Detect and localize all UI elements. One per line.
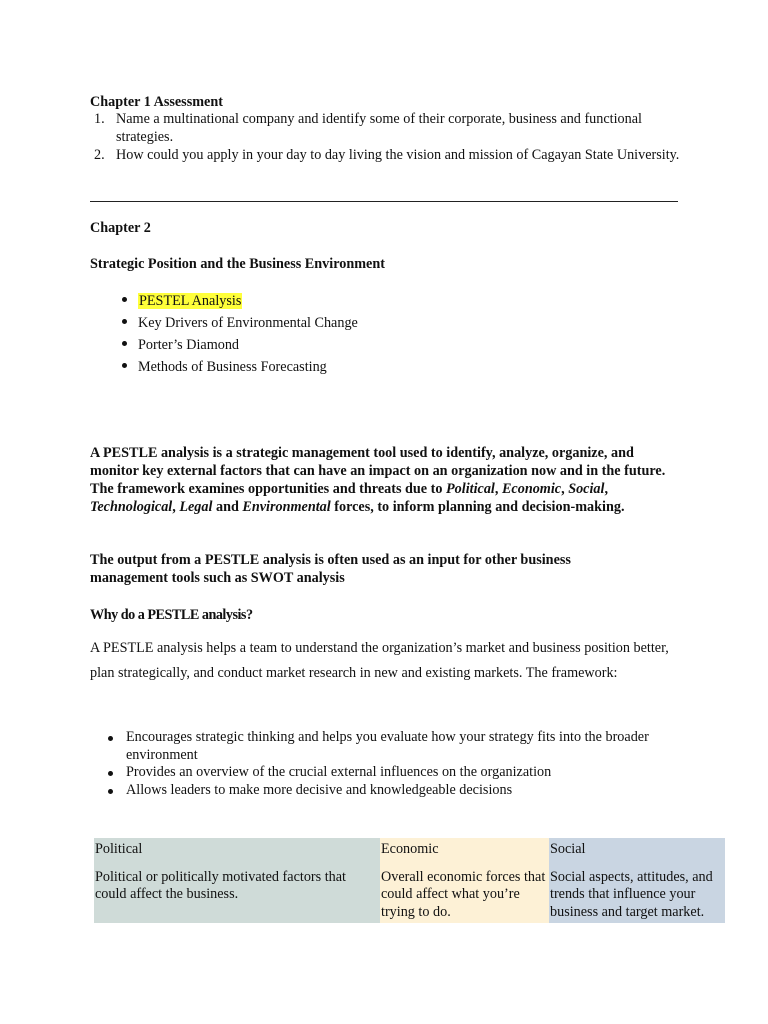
bullet-icon [122, 341, 127, 346]
factor-technological: Technological [90, 499, 173, 515]
why-heading: Why do a PESTLE analysis? [90, 607, 253, 623]
definition-end: forces, to inform planning and decision-making. [330, 499, 625, 515]
cell-title: Social [550, 841, 586, 857]
bullet-icon [122, 297, 127, 302]
pestle-table [94, 838, 725, 923]
factor-political: Political [446, 481, 495, 497]
list-item [120, 290, 520, 312]
why-paragraph: A PESTLE analysis helps a team to understand the organization’s market and business position better, plan strategically, and conduct market research in new and existing markets. The framework: [90, 640, 669, 681]
list-item [120, 356, 520, 378]
bullet-icon [122, 319, 127, 324]
pestle-definition [90, 444, 682, 516]
definition-text: A PESTLE analysis is a strategic management tool used to identify, analyze, organize, and monitor key external factors that can have an impact on an organization now and in the future. The framework examines opportunities and threats due to [90, 445, 666, 497]
bullet-icon [108, 771, 113, 776]
factor-social: Social [568, 481, 605, 497]
bullet-text: Allows leaders to make more decisive and knowledgeable decisions [126, 781, 513, 798]
list-item [106, 782, 666, 800]
why-bullets [106, 729, 666, 799]
chapter1-title: Chapter 1 Assessment [90, 94, 223, 110]
cell-description: Social aspects, attitudes, and trends that influence your business and target market. [550, 868, 713, 920]
table-cell-economic [380, 838, 549, 923]
factor-economic: Economic [501, 481, 562, 497]
pestle-output-note: The output from a PESTLE analysis is often used as an input for other business management tools such as SWOT analysis [90, 552, 571, 586]
bullet-text: Encourages strategic thinking and helps you evaluate how your strategy fits into the broader environment [126, 729, 649, 763]
conjunction: and [212, 499, 243, 515]
chapter2-subtitle: Strategic Position and the Business Environment [90, 256, 385, 272]
horizontal-divider [90, 201, 678, 202]
list-item [90, 146, 690, 164]
topic-text: Key Drivers of Environmental Change [138, 315, 358, 331]
separator: , [172, 499, 180, 515]
item-number: 2. [94, 147, 105, 163]
chapter1-questions [90, 110, 690, 164]
separator: , [494, 481, 502, 497]
list-item [106, 764, 666, 782]
chapter2-topics [120, 290, 520, 378]
cell-description: Political or politically motivated factors that could affect the business. [95, 868, 346, 902]
item-number: 1. [94, 111, 105, 127]
chapter2-title: Chapter 2 [90, 220, 151, 236]
highlighted-topic: PESTEL Analysis [139, 293, 242, 309]
bullet-icon [122, 363, 127, 368]
bullet-icon [108, 789, 113, 794]
item-text: Name a multinational company and identify some of their corporate, business and functional strategies. [116, 111, 642, 145]
table-row [94, 838, 725, 923]
item-text: How could you apply in your day to day living the vision and mission of Cagayan State University. [116, 147, 680, 163]
cell-description: Overall economic forces that could affect what you’re trying to do. [381, 868, 546, 920]
list-item [120, 334, 520, 356]
topic-text: Methods of Business Forecasting [138, 359, 327, 375]
list-item [90, 110, 690, 146]
bullet-icon [108, 736, 113, 741]
table-cell-political [94, 838, 380, 923]
list-item [106, 729, 666, 764]
topic-text: Porter’s Diamond [138, 337, 240, 353]
cell-title: Economic [381, 841, 439, 857]
separator: , [604, 481, 608, 497]
cell-title: Political [95, 841, 143, 857]
table-cell-social [549, 838, 725, 923]
factor-environmental: Environmental [242, 499, 331, 515]
bullet-text: Provides an overview of the crucial external influences on the organization [126, 764, 552, 780]
factor-legal: Legal [179, 499, 213, 515]
separator: , [561, 481, 569, 497]
list-item [120, 312, 520, 334]
